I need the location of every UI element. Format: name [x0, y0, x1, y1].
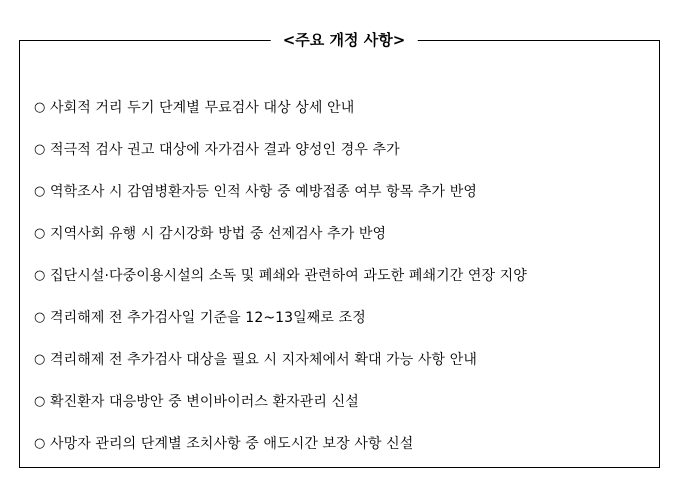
- list-item-text: 격리해제 전 추가검사일 기준을 12~13일째로 조정: [50, 310, 366, 326]
- circle-bullet-icon: ○: [34, 99, 46, 115]
- list-item: [34, 212, 527, 254]
- list-item: [34, 422, 527, 464]
- list-item: [34, 338, 527, 380]
- list-item-text: 격리해제 전 추가검사 대상을 필요 시 지자체에서 확대 가능 사항 안내: [50, 352, 477, 368]
- list-item: [34, 128, 527, 170]
- list-item: [34, 170, 527, 212]
- circle-bullet-icon: ○: [34, 309, 46, 325]
- list-item: [34, 380, 527, 422]
- circle-bullet-icon: ○: [34, 351, 46, 367]
- circle-bullet-icon: ○: [34, 435, 46, 451]
- list-item-text: 적극적 검사 권고 대상에 자가검사 결과 양성인 경우 추가: [50, 142, 400, 158]
- list-item-text: 사망자 관리의 단계별 조치사항 중 애도시간 보장 사항 신설: [50, 436, 414, 452]
- circle-bullet-icon: ○: [34, 225, 46, 241]
- list-item-text: 사회적 거리 두기 단계별 무료검사 대상 상세 안내: [50, 100, 355, 116]
- list-item: [34, 296, 527, 338]
- list-item-text: 지역사회 유행 시 감시강화 방법 중 선제검사 추가 반영: [50, 226, 387, 242]
- revision-list: [34, 86, 527, 464]
- list-item-text: 집단시설·다중이용시설의 소독 및 폐쇄와 관련하여 과도한 폐쇄기간 연장 지양: [50, 268, 527, 284]
- list-item: [34, 86, 527, 128]
- circle-bullet-icon: ○: [34, 183, 46, 199]
- list-item-text: 역학조사 시 감염병환자등 인적 사항 중 예방접종 여부 항목 추가 반영: [50, 184, 477, 200]
- list-item-text: 확진환자 대응방안 중 변이바이러스 환자관리 신설: [50, 394, 359, 410]
- list-item: [34, 254, 527, 296]
- circle-bullet-icon: ○: [34, 267, 46, 283]
- circle-bullet-icon: ○: [34, 141, 46, 157]
- box-title: <주요 개정 사항>: [271, 30, 418, 50]
- circle-bullet-icon: ○: [34, 393, 46, 409]
